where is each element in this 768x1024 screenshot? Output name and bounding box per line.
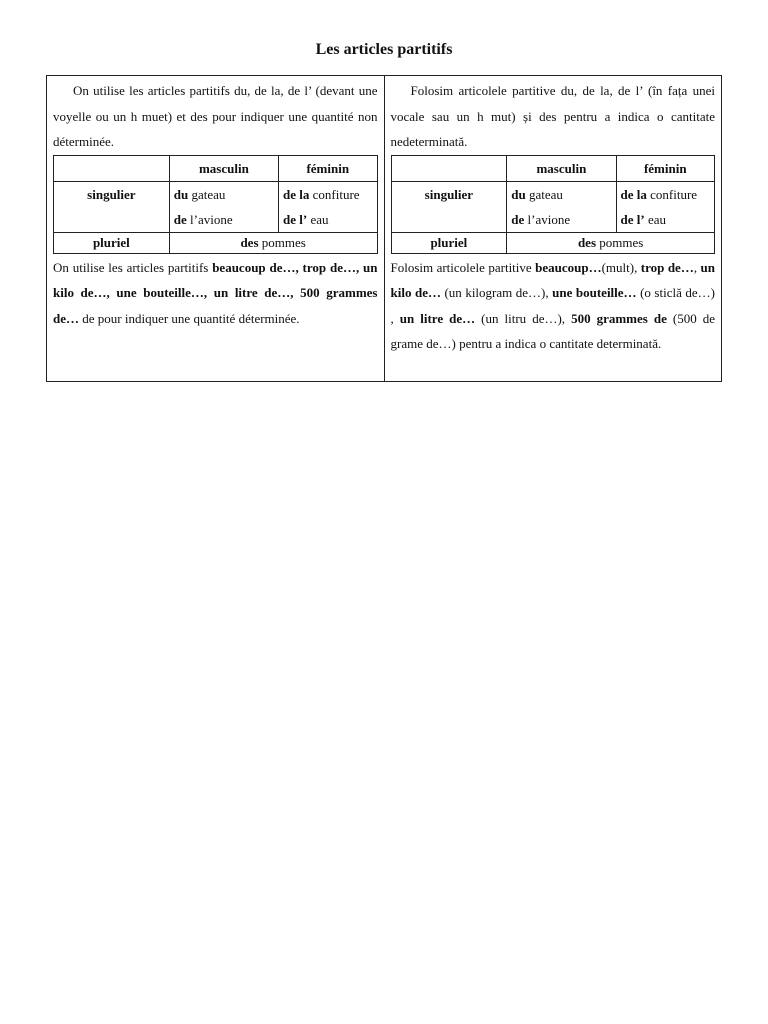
outro-text: On utilise les articles partitifs bbox=[53, 259, 213, 275]
outro-text: (mult), bbox=[601, 259, 641, 275]
article: du bbox=[173, 186, 189, 202]
cell-pluriel bbox=[507, 232, 715, 253]
header-masculin: masculin bbox=[169, 155, 278, 181]
article: de la bbox=[620, 186, 647, 202]
romanian-intro: Folosim articolele partitive du, de la, de l’ (în fața unei vocale sau un h mut) și des pentru a indica o cantitate nedeterminată. bbox=[390, 83, 715, 149]
page-title: Les articles partitifs bbox=[315, 41, 453, 58]
outro-text: (500 de grame de…) pentru a indica o cantitate determinată. bbox=[390, 310, 715, 351]
bilingual-table bbox=[46, 75, 722, 382]
cell-singulier-masculin bbox=[507, 181, 616, 232]
article: de la bbox=[283, 186, 310, 202]
outro-text: de pour indiquer une quantité déterminée. bbox=[79, 310, 300, 326]
outro-term: une bouteille… bbox=[552, 285, 637, 300]
article: du bbox=[511, 186, 526, 202]
romanian-column bbox=[384, 76, 722, 382]
row-label-singulier: singulier bbox=[391, 181, 507, 232]
cell-singulier-feminin bbox=[616, 181, 714, 232]
noun: pommes bbox=[599, 234, 644, 250]
noun: l’avione bbox=[190, 211, 233, 227]
empty-header-cell bbox=[391, 155, 507, 181]
outro-term: beaucoup… bbox=[535, 259, 602, 275]
outro-text: (un kilogram de…), bbox=[440, 285, 553, 300]
header-feminin: féminin bbox=[279, 155, 377, 181]
outro-terms: beaucoup de…, trop de…, un kilo de…, une bouteille…, un litre de…, 500 grammes de… bbox=[53, 259, 378, 326]
article: de l’ bbox=[283, 211, 308, 227]
noun: confiture bbox=[650, 186, 698, 202]
romanian-partitive-table bbox=[391, 155, 716, 254]
article: de l’ bbox=[620, 211, 645, 227]
outro-term: trop de… bbox=[640, 259, 694, 275]
french-outro bbox=[53, 255, 378, 332]
outro-text: , bbox=[693, 259, 701, 275]
outro-text: (o sticlă de…) , bbox=[390, 285, 715, 326]
french-partitive-table bbox=[53, 155, 378, 254]
noun: gateau bbox=[528, 186, 563, 202]
article: de bbox=[511, 211, 525, 227]
empty-header-cell bbox=[54, 155, 170, 181]
outro-term: un kilo de… bbox=[390, 259, 715, 300]
noun: pommes bbox=[261, 234, 306, 250]
outro-text: (un litru de…), bbox=[475, 310, 572, 326]
noun: confiture bbox=[312, 186, 360, 202]
header-feminin: féminin bbox=[616, 155, 714, 181]
header-masculin: masculin bbox=[507, 155, 616, 181]
article: de bbox=[173, 211, 187, 227]
noun: eau bbox=[310, 211, 329, 227]
outro-text: Folosim articolele partitive bbox=[390, 259, 536, 275]
outro-term: 500 grammes de bbox=[571, 310, 667, 326]
outro-term: un litre de… bbox=[399, 310, 476, 326]
noun: gateau bbox=[191, 186, 226, 202]
french-column bbox=[47, 76, 385, 382]
cell-pluriel bbox=[169, 232, 377, 253]
cell-singulier-feminin bbox=[279, 181, 377, 232]
romanian-outro bbox=[391, 255, 716, 357]
article: des bbox=[240, 234, 259, 250]
noun: l’avione bbox=[527, 211, 571, 227]
row-label-singulier: singulier bbox=[54, 181, 170, 232]
article: des bbox=[577, 234, 596, 250]
row-label-pluriel: pluriel bbox=[54, 232, 170, 253]
row-label-pluriel: pluriel bbox=[391, 232, 507, 253]
noun: eau bbox=[647, 211, 667, 227]
french-intro: On utilise les articles partitifs du, de la, de l’ (devant une voyelle ou un h muet) et des pour indiquer une quantité non déterminée. bbox=[53, 83, 378, 149]
cell-singulier-masculin bbox=[169, 181, 278, 232]
